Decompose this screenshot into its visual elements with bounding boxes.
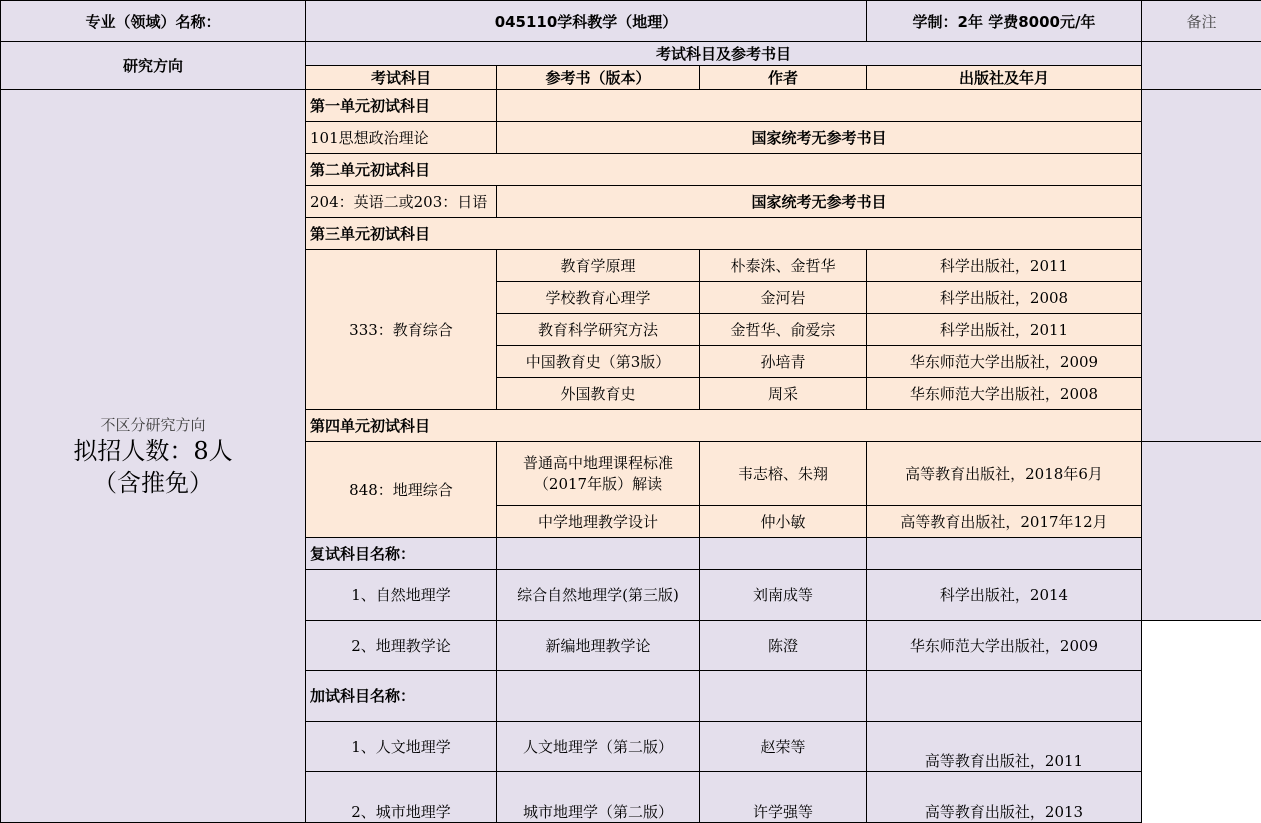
extra-empty <box>867 671 1142 722</box>
retest-empty <box>700 538 867 570</box>
retest-author: 陈澄 <box>700 620 867 671</box>
unit1-subject: 101思想政治理论 <box>306 122 497 154</box>
duration-fee: 学制：2年 学费8000元/年 <box>867 1 1142 42</box>
unit4-author: 韦志榕、朱翔 <box>700 442 867 506</box>
unit3-book: 外国教育史 <box>497 378 700 410</box>
col-publisher-header: 出版社及年月 <box>867 66 1142 90</box>
unit3-author: 周采 <box>700 378 867 410</box>
unit3-title: 第三单元初试科目 <box>306 218 1142 250</box>
unit3-publisher: 华东师范大学出版社，2008 <box>867 378 1142 410</box>
unit3-publisher: 科学出版社，2011 <box>867 314 1142 346</box>
unit4-publisher: 高等教育出版社，2018年6月 <box>867 442 1142 506</box>
unit3-publisher: 华东师范大学出版社，2009 <box>867 346 1142 378</box>
enrollment-note: （含推免） <box>5 467 301 499</box>
unit1-empty <box>497 90 1142 122</box>
unit1-title: 第一单元初试科目 <box>306 90 497 122</box>
unit2-title: 第二单元初试科目 <box>306 154 1142 186</box>
remarks-cell-top <box>1142 42 1261 90</box>
retest-author: 刘南成等 <box>700 570 867 621</box>
unit3-author: 金河岩 <box>700 282 867 314</box>
unit3-book: 学校教育心理学 <box>497 282 700 314</box>
retest-publisher: 华东师范大学出版社，2009 <box>867 620 1142 671</box>
retest-book: 综合自然地理学(第三版) <box>497 570 700 621</box>
direction-note: 不区分研究方向 <box>5 414 301 435</box>
extra-title: 加试科目名称： <box>306 671 497 722</box>
extra-author: 赵荣等 <box>700 721 867 772</box>
unit2-subject: 204：英语二或203：日语 <box>306 186 497 218</box>
retest-title: 复试科目名称： <box>306 538 497 570</box>
unit4-author: 仲小敏 <box>700 506 867 538</box>
remarks-cell-mid <box>1142 90 1261 442</box>
unit2-note: 国家统考无参考书目 <box>497 186 1142 218</box>
extra-subject: 1、人文地理学 <box>306 721 497 772</box>
extra-publisher: 高等教育出版社，2011 <box>867 721 1142 772</box>
unit3-subject: 333：教育综合 <box>306 250 497 410</box>
retest-subject: 1、自然地理学 <box>306 570 497 621</box>
major-value: 045110学科教学（地理） <box>306 1 867 42</box>
research-direction-header: 研究方向 <box>1 42 306 90</box>
unit4-title: 第四单元初试科目 <box>306 410 1142 442</box>
research-direction-cell <box>1 90 306 823</box>
retest-book: 新编地理教学论 <box>497 620 700 671</box>
extra-book: 城市地理学（第二版） <box>497 772 700 823</box>
col-author-header: 作者 <box>700 66 867 90</box>
exam-books-header: 考试科目及参考书目 <box>306 42 1142 66</box>
col-subject-header: 考试科目 <box>306 66 497 90</box>
retest-empty <box>497 538 700 570</box>
unit4-subject: 848：地理综合 <box>306 442 497 538</box>
unit3-book: 教育科学研究方法 <box>497 314 700 346</box>
extra-book: 人文地理学（第二版） <box>497 721 700 772</box>
extra-subject: 2、城市地理学 <box>306 772 497 823</box>
extra-author: 许学强等 <box>700 772 867 823</box>
unit3-author: 金哲华、俞爱宗 <box>700 314 867 346</box>
unit3-book: 中国教育史（第3版） <box>497 346 700 378</box>
unit3-book: 教育学原理 <box>497 250 700 282</box>
col-book-header: 参考书（版本） <box>497 66 700 90</box>
enrollment-count: 拟招人数：8人 <box>5 435 301 467</box>
unit3-author: 朴泰洙、金哲华 <box>700 250 867 282</box>
extra-empty <box>700 671 867 722</box>
unit4-publisher: 高等教育出版社，2017年12月 <box>867 506 1142 538</box>
extra-publisher: 高等教育出版社，2013 <box>867 772 1142 823</box>
unit3-publisher: 科学出版社，2011 <box>867 250 1142 282</box>
remarks-cell-lower <box>1142 442 1261 621</box>
major-label: 专业（领域）名称： <box>1 1 306 42</box>
retest-subject: 2、地理教学论 <box>306 620 497 671</box>
retest-publisher: 科学出版社，2014 <box>867 570 1142 621</box>
remarks-header: 备注 <box>1142 1 1261 42</box>
retest-empty <box>867 538 1142 570</box>
extra-empty <box>497 671 700 722</box>
unit4-book: 普通高中地理课程标准（2017年版）解读 <box>497 442 700 506</box>
unit4-book: 中学地理教学设计 <box>497 506 700 538</box>
unit3-publisher: 科学出版社，2008 <box>867 282 1142 314</box>
unit3-author: 孙培青 <box>700 346 867 378</box>
unit1-note: 国家统考无参考书目 <box>497 122 1142 154</box>
